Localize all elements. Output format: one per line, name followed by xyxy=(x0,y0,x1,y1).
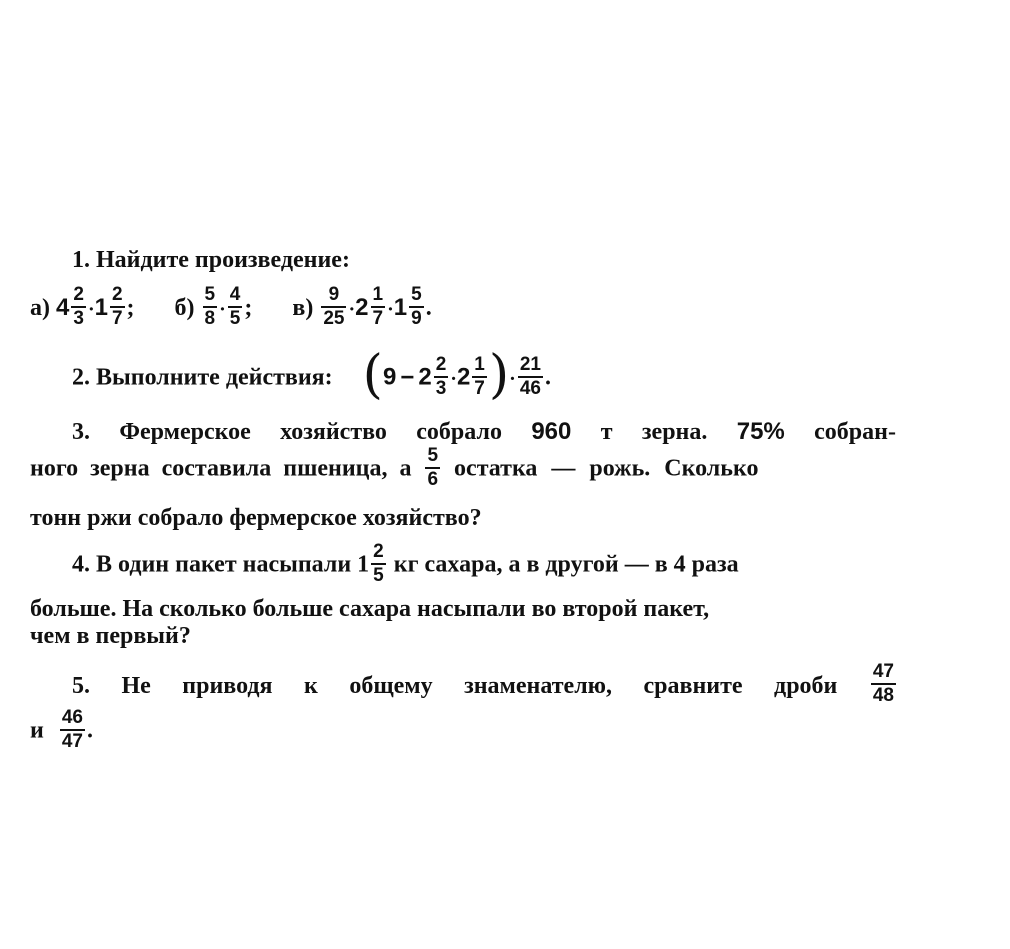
task-5-line-2 xyxy=(30,709,93,755)
task-4-number: 4. xyxy=(72,551,90,578)
fraction: $\frac{46}{47}$ xyxy=(61,707,83,752)
fraction: $\frac{2}{3}$ xyxy=(73,284,84,329)
task-2-number: 2. xyxy=(72,364,90,391)
whole: 2 xyxy=(355,293,369,321)
label-b: б) xyxy=(174,294,195,321)
semicolon: ; xyxy=(244,294,253,321)
word: т xyxy=(600,419,613,445)
whole: 4 xyxy=(56,293,70,321)
fraction: $\frac{5}{8}$ xyxy=(204,284,216,329)
task-5-number: 5. xyxy=(72,673,90,699)
task-4-line-3 xyxy=(30,624,191,648)
fraction: $\frac{4}{5}$ xyxy=(229,284,241,329)
task-1-expressions xyxy=(30,286,432,332)
label-c: в) xyxy=(292,294,314,321)
minus-sign: − xyxy=(400,363,415,391)
text: и xyxy=(30,717,44,744)
task-1-number: 1. xyxy=(72,247,90,273)
task-1b xyxy=(174,284,259,329)
text: чем в первый? xyxy=(30,623,191,649)
text: кг сахара, а в другой — в 4 раза xyxy=(393,551,739,578)
task-3-line-3 xyxy=(30,506,482,530)
period: . xyxy=(86,717,93,744)
task-1c xyxy=(292,284,432,329)
task-3-line-2 xyxy=(30,447,896,493)
fraction: $\frac{1}{7}$ xyxy=(372,284,384,329)
text: В один пакет насыпали 1 xyxy=(96,551,370,578)
dot: · xyxy=(387,298,394,320)
fraction: $\frac{2}{7}$ xyxy=(111,284,123,329)
word: хозяйство xyxy=(280,419,387,445)
word: Не xyxy=(121,673,151,699)
word: приводя xyxy=(182,673,273,699)
period: . xyxy=(544,364,551,391)
fraction: $\frac{5}{6}$ xyxy=(427,445,439,490)
text: остатка — рожь. Сколько xyxy=(454,455,759,482)
dot: · xyxy=(509,368,516,390)
task-2-text: Выполните действия: xyxy=(96,364,333,391)
word: сравните xyxy=(643,673,743,699)
dot: · xyxy=(348,298,356,320)
whole: 2 xyxy=(456,363,471,391)
task-1-heading xyxy=(72,248,350,272)
word: 75% xyxy=(736,418,785,445)
task-1-text: Найдите произведение: xyxy=(96,247,350,273)
task-2 xyxy=(72,345,551,405)
task-5-line-1 xyxy=(72,663,898,709)
label-a: а) xyxy=(30,294,50,321)
dot: · xyxy=(87,298,95,320)
word: собран- xyxy=(814,419,896,445)
word: общему xyxy=(349,673,433,699)
fraction: $\frac{1}{7}$ xyxy=(474,354,485,399)
text: больше. На сколько больше сахара насыпали во второй пакет, xyxy=(30,596,710,622)
word: дроби xyxy=(774,673,838,699)
whole: 2 xyxy=(418,363,432,391)
fraction: $\frac{2}{5}$ xyxy=(373,541,384,586)
task-1a xyxy=(30,284,141,329)
fraction: $\frac{9}{25}$ xyxy=(323,284,345,329)
open-paren: ( xyxy=(362,345,383,405)
semicolon: ; xyxy=(126,294,135,321)
close-paren: ) xyxy=(488,345,510,405)
text: ного зерна составила пшеница, а xyxy=(30,455,412,482)
fraction: $\frac{2}{3}$ xyxy=(435,354,447,399)
text: тонн ржи собрало фермерское хозяйство? xyxy=(30,505,482,531)
dot: · xyxy=(219,298,226,320)
word: 960 xyxy=(531,418,572,445)
task-4-line-2 xyxy=(30,597,709,621)
dot: · xyxy=(450,368,457,390)
word: собрало xyxy=(416,419,502,445)
word: знаменателю, xyxy=(464,673,613,699)
word: зерна. xyxy=(641,419,708,445)
fraction: $\frac{5}{9}$ xyxy=(411,284,422,329)
whole: 1 xyxy=(393,293,408,321)
fraction: $\frac{47}{48}$ xyxy=(872,661,894,706)
word: Фермерское xyxy=(119,419,251,445)
task-3-line-1 xyxy=(72,420,896,444)
word: к xyxy=(304,673,318,699)
period: . xyxy=(425,294,432,321)
fraction: $\frac{21}{46}$ xyxy=(519,354,541,399)
whole: 1 xyxy=(94,293,108,321)
task-3-number: 3. xyxy=(72,419,90,445)
task-4-line-1 xyxy=(72,543,739,589)
whole: 9 xyxy=(382,363,397,391)
